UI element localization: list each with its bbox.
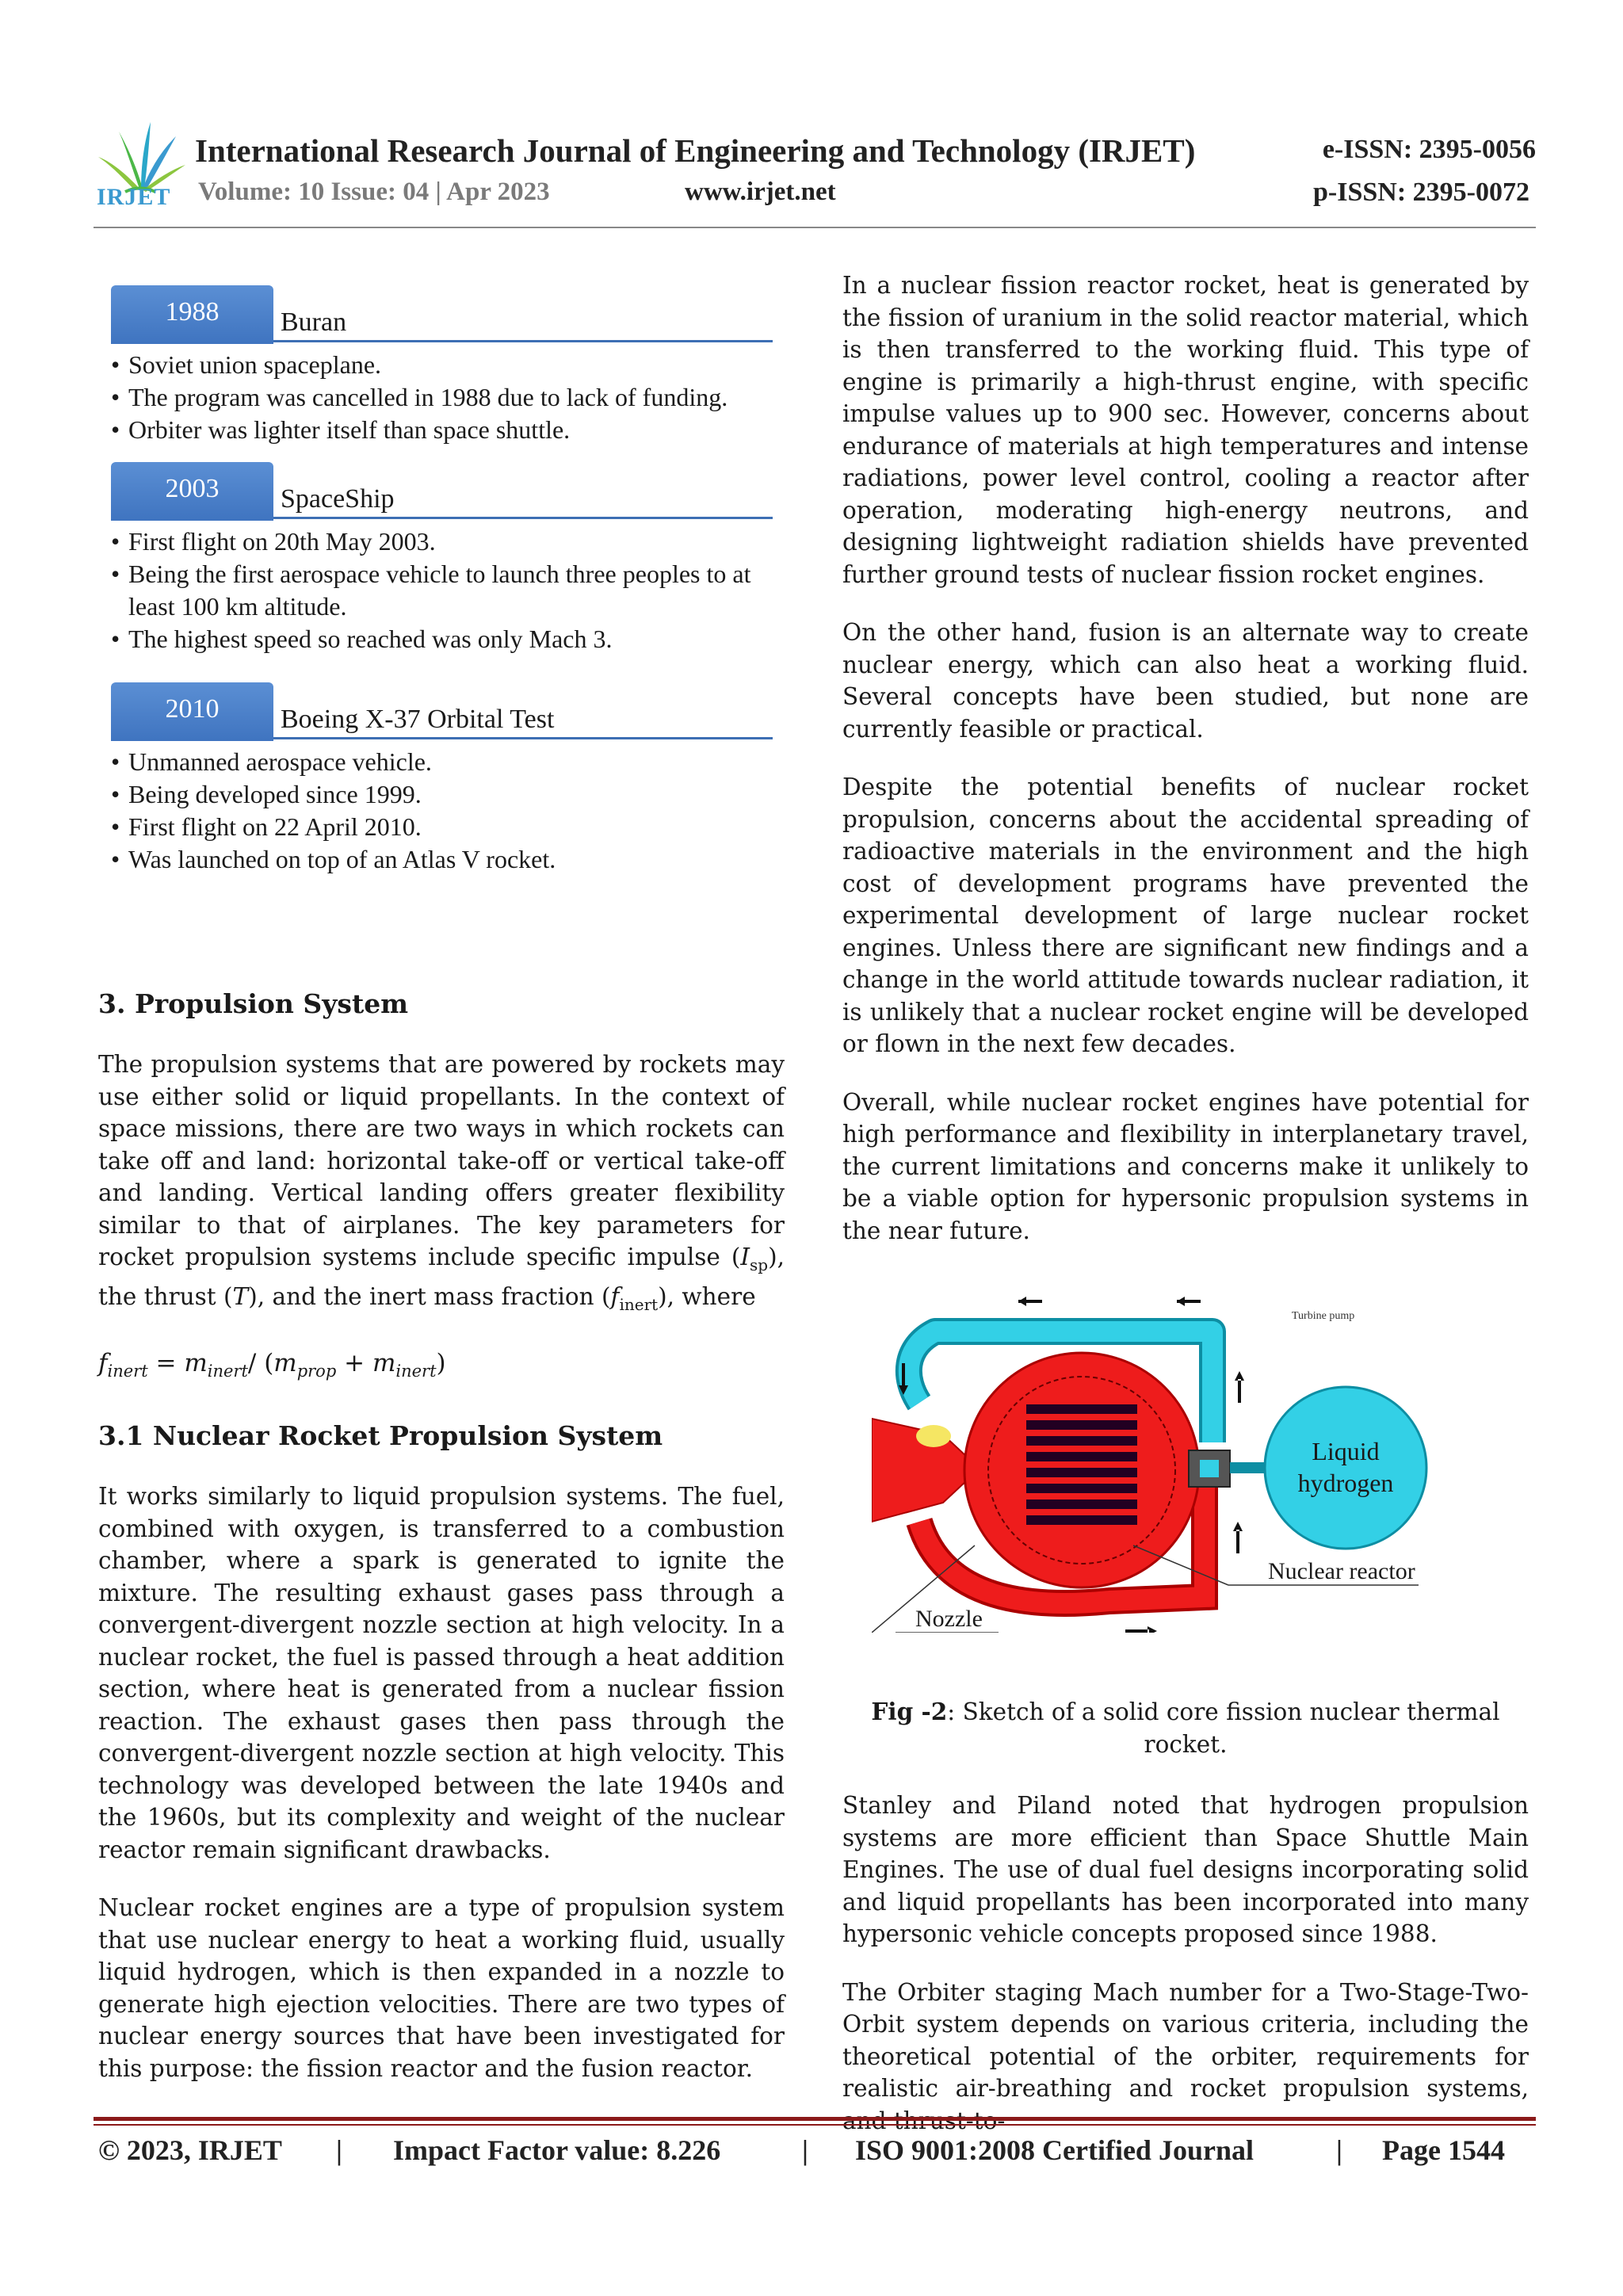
math-symbol: T (232, 1283, 249, 1311)
p-issn: p-ISSN: 2395-0072 (1313, 178, 1529, 207)
timeline-bullets (111, 525, 773, 671)
subsection-heading: 3.1 Nuclear Rocket Propulsion System (98, 1420, 663, 1452)
formula-subscript: inert (395, 1361, 437, 1381)
timeline-year-badge: 1988 (111, 285, 273, 344)
arrow-left-icon (1177, 1297, 1201, 1306)
turbine-pump-inlet (1200, 1460, 1219, 1477)
list-item: • Soviet union spaceplane. (111, 349, 773, 381)
text-run: The propulsion systems that are powered by rockets may use either solid or liquid propellants. In the context of space missions, there are two ways in which rockets can take off and land: horizontal take-off or vertical take-off and landing. Vertical landing offers greater flexibility similar to that of airplanes. The key parameters for rocket propulsion systems include specific impulse ( (98, 1051, 785, 1270)
logo-text: IRJET (97, 184, 171, 210)
text-run: ), and the inert mass fraction ( (248, 1283, 611, 1311)
math-subscript: inert (619, 1295, 659, 1315)
timeline-bullets (111, 746, 773, 892)
text-run: ), the thrust ( (98, 1244, 785, 1311)
paragraph: The Orbiter staging Mach number for a Two-Stage-Two-Orbit system depends on various criteria, including the theoretical potential of the orbiter, requirements for realistic air-breathing and rocket propulsion systems, (842, 1978, 1529, 2102)
paragraph: On the other hand, fusion is an alternate way to create nuclear energy, which can also heat a working fluid. Several concepts have been studied, but none are currently feasible or practical. (842, 619, 1529, 743)
journal-website-link[interactable]: www.irjet.net (685, 178, 836, 206)
right-column-continued (842, 1790, 1529, 2163)
paragraph: Stanley and Piland noted that hydrogen propulsion systems are more efficient than Space Shuttle Main Engines. The use of dual fuel designs incorporating solid and liquid propellants has been incorporated into many hypersonic vehicle concepts proposed since 1988. (842, 1792, 1529, 1947)
inert-mass-fraction-formula (98, 1347, 785, 1388)
paragraph: Nuclear rocket engines are a type of propulsion system that use nuclear energy to heat a working fluid, usually liquid hydrogen, which is then expanded in a nozzle to generate high ejection velocities. There are two types of nuclear energy sources that have been investigated for this purpose: the fission reactor and the fusion reactor. (98, 1894, 785, 2082)
page-header (94, 111, 1536, 238)
paragraph: Despite the potential benefits of nuclear rocket propulsion, concerns about the accidental spreading of radioactive materials in the environment and the high cost of development programs have prevented the experimental development of large nuclear rocket engines. Unless there are significant new findings and a change in the world attitude towards nuclear radiation, it is unlikely that a nuclear rocket engine will be developed or flown in the next few decades. (842, 774, 1529, 1057)
section-heading: 3. Propulsion System (98, 988, 409, 1019)
list-item: • Being the first aerospace vehicle to launch three peoples to at least 100 km altitude. (111, 558, 773, 623)
list-item: • The highest speed so reached was only Mach 3. (111, 623, 773, 655)
arrow-up-icon (1233, 1522, 1243, 1553)
math-symbol: I (740, 1244, 750, 1270)
list-item: • Unmanned aerospace vehicle. (111, 746, 773, 778)
timeline-bullets (111, 349, 773, 462)
figure-caption-text: : Sketch of a solid core fission nuclear thermal rocket. (947, 1698, 1500, 1758)
list-item: • Being developed since 1999. (111, 778, 773, 811)
timeline-year-badge: 2010 (111, 682, 273, 741)
turbine-pump-label: Turbine pump (1292, 1310, 1355, 1322)
arrow-up-icon (1235, 1371, 1244, 1403)
footer-iso: ISO 9001:2008 Certified Journal (855, 2134, 1254, 2166)
nuclear-thermal-rocket-diagram (872, 1284, 1474, 1633)
list-item: • First flight on 20th May 2003. (111, 525, 773, 558)
timeline-vehicle-name: SpaceShip (281, 484, 395, 514)
footer-impact-factor: Impact Factor value: 8.226 (393, 2134, 721, 2166)
formula-operator: / ( (247, 1348, 274, 1377)
formula-operator: = (147, 1348, 185, 1377)
math-subscript: sp (750, 1255, 769, 1274)
journal-title: International Research Journal of Engineering and Technology (IRJET) (195, 132, 1196, 169)
formula-operator: + (336, 1348, 372, 1377)
figure-caption (842, 1696, 1529, 1760)
list-item: • First flight on 22 April 2010. (111, 811, 773, 843)
footer-divider (94, 2124, 1536, 2126)
footer-divider (94, 2117, 1536, 2121)
timeline-vehicle-name: Boeing X-37 Orbital Test (281, 705, 555, 734)
footer-separator: | (802, 2134, 808, 2166)
formula-term: m (372, 1348, 396, 1377)
liquid-hydrogen-label: hydrogen (1297, 1469, 1394, 1497)
footer-separator: | (1336, 2134, 1342, 2166)
formula-operator: ) (436, 1348, 446, 1377)
arrow-right-icon (1125, 1626, 1157, 1633)
arrow-left-icon (1018, 1297, 1042, 1306)
timeline-year-badge: 2003 (111, 462, 273, 521)
list-item: • Orbiter was lighter itself than space shuttle. (111, 414, 773, 446)
timeline-vehicle-name: Buran (281, 308, 347, 337)
list-item: • Was launched on top of an Atlas V rocket. (111, 843, 773, 876)
text-run: ), where (658, 1283, 756, 1311)
nozzle-label: Nozzle (915, 1606, 983, 1632)
footer-separator: | (336, 2134, 342, 2166)
liquid-hydrogen-tank (1265, 1387, 1426, 1549)
paragraph: It works similarly to liquid propulsion systems. The fuel, combined with oxygen, is transferred to a combustion chamber, where a spark is generated to ignite the mixture. The resulting exhaust gases pass through a convergent-divergent nozzle section at high velocity. In a nuclear rocket, the fuel is passed through a heat addition section, where heat is generated from a nuclear fission reaction. The exhaust gases then pass through the convergent-divergent nozzle section at high velocity. This technology was developed between the late 1940s and the 1960s, but its complexity and weight of the nuclear reactor remain significant drawbacks. (98, 1483, 785, 1863)
list-item: • The program was cancelled in 1988 due to lack of funding. (111, 381, 773, 414)
formula-term: m (273, 1348, 297, 1377)
figure-label: Fig -2 (871, 1698, 948, 1725)
timeline-entry (111, 682, 773, 892)
paragraph: In a nuclear fission reactor rocket, heat is generated by the fission of uranium in the solid reactor material, which is then transferred to the working fluid. This type of engine is primarily a high-thrust engine, with specific impulse values up to 900 sec. However, concerns about endurance of materials at high temperatures and intense radiations, power level control, cooling a reactor after operation, moderating high-energy neutrons, and designing lightweight radiation shields have prevented further ground tests of nuclear fission rocket engines. (842, 272, 1529, 588)
left-column (98, 987, 785, 2111)
spaceplane-timeline (111, 285, 773, 892)
timeline-entry (111, 285, 773, 462)
formula-subscript: prop (296, 1361, 337, 1381)
header-divider (94, 227, 1536, 228)
paragraph (98, 1049, 785, 1321)
formula-subscript: inert (207, 1361, 248, 1381)
formula-subscript: inert (107, 1361, 148, 1381)
footer-copyright: © 2023, IRJET (98, 2134, 282, 2166)
paragraph: Overall, while nuclear rocket engines have potential for high performance and flexibility in interplanetary travel, the current limitations and concerns make it unlikely to be a viable option for hypersonic propulsion systems in the near future. (842, 1088, 1529, 1244)
throat-glow (916, 1425, 951, 1447)
timeline-entry (111, 462, 773, 671)
footer-page-number: Page 1544 (1382, 2134, 1505, 2166)
formula-term: m (184, 1348, 208, 1377)
liquid-hydrogen-label: Liquid (1312, 1437, 1380, 1465)
formula-term: f (98, 1348, 108, 1377)
volume-issue: Volume: 10 Issue: 04 | Apr 2023 (198, 178, 550, 206)
math-symbol: f (610, 1283, 620, 1311)
nuclear-reactor-label: Nuclear reactor (1268, 1558, 1415, 1584)
right-column (842, 269, 1529, 1273)
e-issn: e-ISSN: 2395-0056 (1322, 135, 1536, 164)
